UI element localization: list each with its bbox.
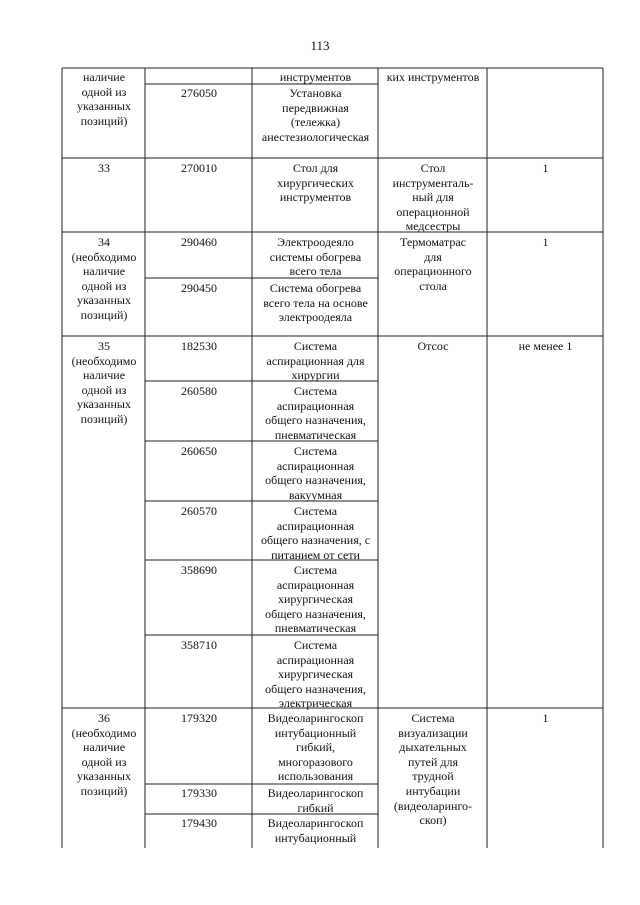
item-code-cell: 179430 (181, 816, 217, 830)
item-name-cell: Стол для хирургических инструментов (277, 161, 354, 205)
item-code-cell: 276050 (181, 86, 217, 100)
item-name-cell: Система аспирационная общего назначения, вакуумная (265, 444, 366, 502)
row-number-cell: 33 (98, 161, 110, 175)
item-code-cell: 260580 (181, 384, 217, 398)
device-name-cell: Стол инструменталь- ный для операционной медсестры (392, 161, 474, 234)
item-name-cell: Система аспирационная для хирургии (266, 339, 365, 383)
item-code-cell: 358690 (181, 563, 217, 577)
quantity-cell: 1 (542, 161, 549, 175)
quantity-cell: 1 (542, 711, 549, 725)
page-number: 113 (310, 38, 330, 53)
item-code-cell: 179320 (181, 711, 217, 725)
item-name-cell: Система аспирационная общего назначения, с питанием от сети (260, 504, 371, 562)
row-number-cell: 34 (необходимо наличие одной из указанных позиций) (71, 235, 137, 322)
quantity-cell: не менее 1 (518, 339, 573, 353)
item-name-cell: Электроодеяло системы обогрева всего тела (269, 235, 362, 279)
device-name-cell: Термоматрас для операционного стола (394, 235, 472, 293)
row-number-cell: наличие одной из указанных позиций) (77, 70, 131, 128)
item-name-cell: Установка передвижная (тележка) анестезиологическая (261, 86, 370, 144)
item-code-cell: 182530 (181, 339, 217, 353)
item-code-cell: 290450 (181, 281, 217, 295)
quantity-cell: 1 (542, 235, 549, 249)
row-number-cell: 35 (необходимо наличие одной из указанных позиций) (71, 339, 137, 426)
item-code-cell: 358710 (181, 638, 217, 652)
item-name-cell: Система обогрева всего тела на основе электроодеяла (263, 281, 368, 325)
row-number-cell: 36 (необходимо наличие одной из указанных позиций) (71, 711, 137, 798)
item-code-cell: 179330 (181, 786, 217, 800)
item-name-cell: Видеоларингоскоп интубационный гибкий, многоразового использования (267, 711, 364, 784)
item-name-cell: Видеоларингоскоп интубационный (267, 816, 364, 845)
item-code-cell: 260650 (181, 444, 217, 458)
item-code-cell: 260570 (181, 504, 217, 518)
item-code-cell: 270010 (181, 161, 217, 175)
item-name-cell: Видеоларингоскоп гибкий (267, 786, 364, 815)
item-code-cell: 290460 (181, 235, 217, 249)
device-name-cell: Система визуализации дыхательных путей для трудной интубации (видеоларинго- скоп) (393, 711, 473, 828)
item-name-cell: Система аспирационная хирургическая общего назначения, электрическая (265, 638, 366, 711)
device-name-cell: Отсос (417, 339, 449, 353)
item-name-cell: Система аспирационная общего назначения, пневматическая (265, 384, 366, 442)
device-name-cell: ких инструментов (386, 70, 480, 84)
item-name-cell: инструментов (279, 70, 352, 84)
item-name-cell: Система аспирационная хирургическая общего назначения, пневматическая (265, 563, 366, 636)
